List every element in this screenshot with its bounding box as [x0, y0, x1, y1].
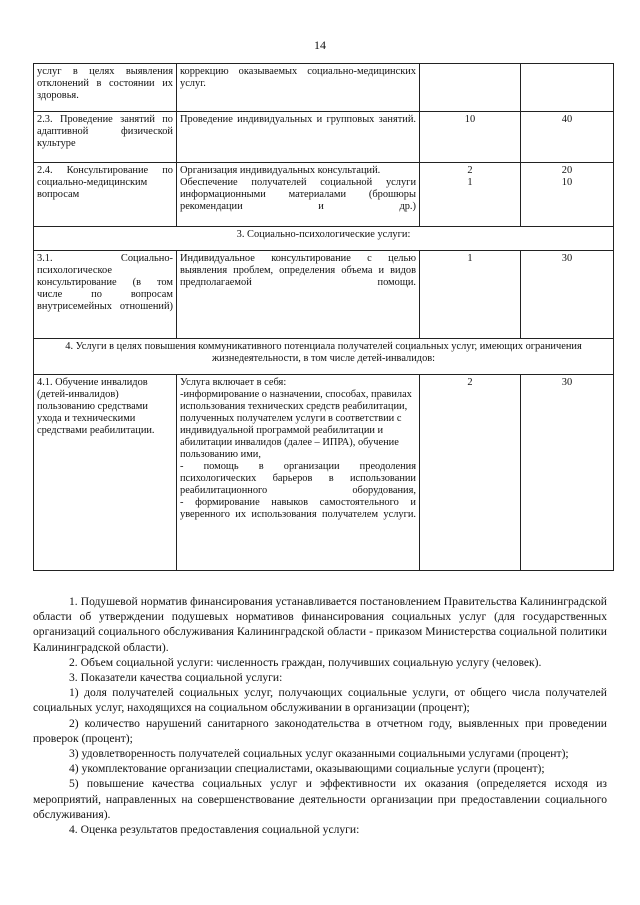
duration-cell: 1: [420, 251, 521, 339]
service-content-cell: [177, 163, 420, 227]
section-row: [34, 227, 614, 251]
units-cell: [521, 163, 614, 227]
table-row: [34, 251, 614, 339]
body-text: [33, 594, 607, 837]
service-content-cell: [177, 375, 420, 571]
content-line: Услуга включает в себя:: [180, 377, 287, 388]
section-heading: 4. Услуги в целях повышения коммуникативного потенциала получателей социальных услуг, имеющих ограничения жизнедеятельности, в том числе детей-инвалидов:: [34, 339, 614, 375]
paragraph: 2. Объем социальной услуги: численность граждан, получивших социальную услугу (человек).: [69, 655, 542, 669]
service-name-cell: 2.4. Консультирование по социально-медицинским вопросам: [34, 163, 177, 227]
content-line: -информирование о назначении, способах, правилах использования технических средств реабилитации, полученных получателем услуги в соответствии с индивидуальной программой реабилитации и абилитации инвалидов (далее – ИПРА), обучение пользованию ими,: [180, 389, 412, 460]
table-row: [34, 64, 614, 112]
table-row: [34, 163, 614, 227]
units-cell: 30: [521, 251, 614, 339]
paragraph: 3. Показатели качества социальной услуги:: [69, 671, 283, 685]
duration-value: 2: [467, 165, 473, 176]
table-row: [34, 112, 614, 163]
service-name-cell: 4.1. Обучение инвалидов (детей-инвалидов) пользованию средствами ухода и техническими средствами реабилитации.: [34, 375, 177, 571]
page-number: 14: [314, 38, 326, 52]
content-line: Организация индивидуальных консультаций.: [180, 165, 381, 176]
duration-cell: 2: [420, 375, 521, 571]
services-table: [33, 63, 614, 571]
units-value: 20: [561, 165, 573, 176]
service-content-cell: коррекцию оказываемых социально-медицинских услуг.: [177, 64, 420, 112]
paragraph: 5) повышение качества социальных услуг и эффективности их оказания (определяется исходя из мероприятий, направленных на совершенствование деятельности организации при предоставлении социального обслуживания).: [33, 777, 607, 821]
units-cell: 40: [521, 112, 614, 163]
service-name-cell: услуг в целях выявления отклонений в состоянии их здоровья.: [34, 64, 177, 112]
duration-cell: 10: [420, 112, 521, 163]
duration-cell: [420, 64, 521, 112]
section-row: [34, 339, 614, 375]
paragraph: 4) укомплектование организации специалистами, оказывающими социальные услуги (процент);: [69, 762, 545, 776]
paragraph: 1. Подушевой норматив финансирования устанавливается постановлением Правительства Калининградской области об утверждении подушевых нормативов финансирования социальных услуг (для государственных организаций социального обслуживания Калининградской области - приказом Министерства социальной политики Калининградской области).: [33, 595, 607, 654]
content-line: - формирование навыков самостоятельного и уверенного их использования получателем услуги.: [180, 497, 416, 520]
service-name-cell: 2.3. Проведение занятий по адаптивной физической культуре: [34, 112, 177, 163]
units-cell: 30: [521, 375, 614, 571]
paragraph: 3) удовлетворенность получателей социальных услуг оказанными социальными услугами (процент);: [69, 747, 569, 761]
units-cell: [521, 64, 614, 112]
units-value: 10: [561, 177, 573, 188]
paragraph: 2) количество нарушений санитарного законодательства в отчетном году, выявленных при проведении проверок (процент);: [33, 716, 607, 745]
duration-cell: [420, 163, 521, 227]
section-heading: 3. Социально-психологические услуги:: [34, 227, 614, 251]
paragraph: 1) доля получателей социальных услуг, получающих социальные услуги, от общего числа получателей социальных услуг, находящихся на социальном обслуживании в организации (процент);: [33, 686, 607, 715]
duration-value: 1: [467, 177, 473, 188]
paragraph: 4. Оценка результатов предоставления социальной услуги:: [69, 823, 360, 837]
service-content-cell: Проведение индивидуальных и групповых занятий.: [177, 112, 420, 163]
content-line: - помощь в организации преодоления психологических барьеров в использовании реабилитационного оборудования,: [180, 461, 416, 496]
content-line: Обеспечение получателей социальной услуги информационными материалами (брошюры рекомендации и др.): [180, 177, 416, 212]
table-row: [34, 375, 614, 571]
service-content-cell: Индивидуальное консультирование с целью выявления проблем, определения объема и видов предполагаемой помощи.: [177, 251, 420, 339]
service-name-cell: 3.1. Социально-психологическое консультирование (в том числе по вопросам внутрисемейных отношений): [34, 251, 177, 339]
